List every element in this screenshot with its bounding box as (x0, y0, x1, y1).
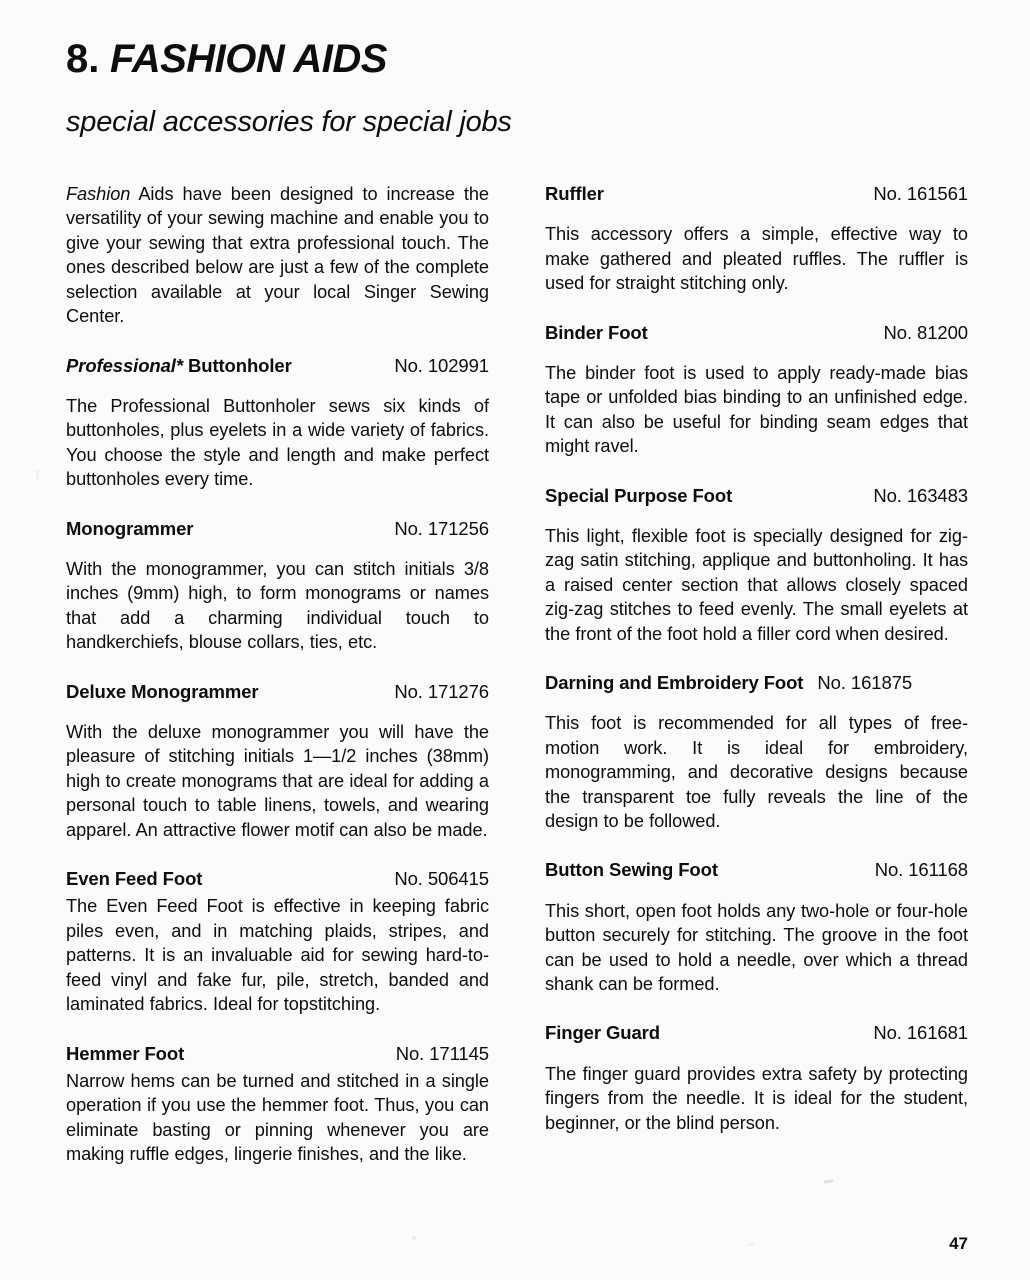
section-body: This accessory offers a simple, effective way to make gathered and pleated ruffles. The ruffler is used for straight stitching only. (545, 224, 968, 294)
section-title (66, 1042, 184, 1065)
spacer (545, 344, 968, 361)
masthead (66, 38, 966, 139)
section-title (545, 858, 718, 881)
intro-text: Aids have been designed to increase the versatility of your sewing machine and enable you to give your sewing that extra professional touch. The ones described below are just a few of the complete selection available at your local Singer Sewing Center. (66, 184, 489, 327)
section-heading (545, 1021, 968, 1044)
spacer (545, 205, 968, 222)
section-title (545, 182, 604, 205)
section-monogrammer (66, 517, 489, 655)
spacer (66, 377, 489, 394)
spacer (545, 833, 968, 858)
section-title-rest: Deluxe Monogrammer (66, 680, 259, 702)
section-body: With the monogrammer, you can stitch initials 3/8 inches (9mm) high, to form monograms or names that add a charming individual touch to handkerchiefs, blouse collars, ties, etc. (66, 558, 489, 653)
section-heading (66, 680, 489, 703)
part-number: No. 102991 (394, 354, 489, 376)
scan-artifact (412, 1236, 416, 1240)
section-title-rest: Buttonholer (182, 354, 292, 376)
section-title-rest: Monogrammer (66, 517, 194, 539)
section-ruffler (545, 182, 968, 296)
part-number: No. 81200 (883, 321, 968, 343)
spacer (545, 882, 968, 899)
section-title (66, 354, 292, 377)
spacer (66, 655, 489, 680)
spacer (545, 507, 968, 524)
section-heading (66, 1042, 489, 1065)
part-number: No. 161681 (873, 1022, 968, 1044)
spacer (66, 1017, 489, 1042)
chapter-number: 8. (66, 37, 100, 81)
section-title (545, 1021, 660, 1044)
page-number: 47 (949, 1234, 968, 1253)
spacer (545, 459, 968, 484)
section-title (66, 517, 193, 540)
part-number: No. 161168 (874, 859, 968, 881)
spacer (545, 694, 968, 711)
section-title (545, 484, 732, 507)
section-heading (66, 517, 489, 540)
section-title-rest: Ruffler (545, 183, 604, 204)
section-body: The Even Feed Foot is effective in keeping fabric piles even, and in matching plaids, stripes, and patterns. It is an invaluable aid for sewing hard-to-feed vinyl and fake fur, pile, stretch, banded and laminated fabrics. Ideal for topstitching. (66, 896, 489, 1015)
section-binder-foot (545, 321, 968, 459)
section-title (545, 671, 803, 694)
section-body: This short, open foot holds any two-hole or four-hole button securely for stitching. The groove in the foot can be used to hold a needle, over which a thread shank can be formed. (545, 900, 968, 994)
page-subtitle: special accessories for special jobs (66, 106, 512, 138)
intro-paragraph (66, 182, 489, 329)
part-number: No. 161875 (817, 672, 913, 693)
section-heading (66, 354, 489, 377)
section-button-sewing-foot (545, 858, 968, 996)
section-body: Narrow hems can be turned and stitched in a single operation if you use the hemmer foot. Thus, you can eliminate basting or pinning whenever you are making ruffle edges, lingerie finishes, and the like. (66, 1070, 489, 1165)
section-finger-guard (545, 1021, 968, 1135)
section-title (545, 321, 648, 344)
section-body: With the deluxe monogrammer you will have the pleasure of stitching initials 1—1/2 inches (38mm) high to create monograms that are ideal for adding a personal touch to table linens, towels, and wearing apparel. An attractive flower motif can also be made. (66, 721, 489, 840)
section-title (66, 867, 202, 890)
spacer (66, 492, 489, 517)
spacer (66, 540, 489, 557)
scan-artifact (824, 1179, 833, 1183)
part-number: No. 506415 (394, 868, 489, 890)
section-title-rest: Darning and Embroidery Foot (545, 672, 804, 693)
section-heading (66, 867, 489, 890)
chapter-title-text: FASHION AIDS (109, 37, 387, 81)
section-heading (545, 858, 968, 881)
section-title-rest: Special Purpose Foot (545, 484, 733, 506)
section-heading (545, 671, 968, 694)
spacer (66, 329, 489, 354)
section-darning-embroidery-foot (545, 671, 968, 833)
part-number: No. 161561 (873, 183, 968, 204)
section-body: The finger guard provides extra safety by protecting fingers from the needle. It is ideal for the student, beginner, or the blind person. (545, 1063, 968, 1133)
section-title (66, 680, 259, 703)
section-deluxe-monogrammer (66, 680, 489, 842)
section-title-rest: Even Feed Foot (66, 868, 203, 890)
section-even-feed-foot (66, 867, 489, 1016)
section-title-rest: Finger Guard (545, 1022, 660, 1044)
part-number: No. 163483 (873, 484, 968, 506)
section-body: The Professional Buttonholer sews six kinds of buttonholes, plus eyelets in a wide variety of fabrics. You choose the style and length and make perfect buttonholes every time. (66, 395, 489, 490)
scan-artifact (748, 1243, 755, 1246)
page-title (66, 38, 966, 80)
section-title-rest: Hemmer Foot (66, 1042, 185, 1064)
part-number: No. 171145 (395, 1042, 489, 1064)
section-heading (545, 484, 968, 507)
section-heading (545, 182, 968, 205)
section-professional-buttonholer (66, 354, 489, 492)
section-title-rest: Binder Foot (545, 321, 648, 343)
body-columns (66, 182, 968, 1167)
section-title-rest: Button Sewing Foot (545, 859, 718, 881)
section-body: The binder foot is used to apply ready-made bias tape or unfolded bias binding to an unfinished edge. It can also be useful for binding seam edges that might ravel. (545, 362, 968, 457)
section-title-italic: Professional* (66, 354, 183, 376)
spacer (66, 703, 489, 720)
spacer (545, 646, 968, 671)
left-column (66, 182, 489, 1167)
intro-lead-italic: Fashion (66, 184, 131, 204)
right-column (545, 182, 968, 1167)
spacer (66, 842, 489, 867)
part-number: No. 171276 (394, 680, 489, 702)
section-special-purpose-foot (545, 484, 968, 646)
spacer (545, 996, 968, 1021)
scan-artifact (36, 470, 39, 480)
section-heading (545, 321, 968, 344)
section-hemmer-foot (66, 1042, 489, 1167)
part-number: No. 171256 (394, 517, 489, 539)
section-body: This light, flexible foot is specially designed for zig-zag satin stitching, applique and buttonholing. It has a raised center section that allows closely spaced zig-zag stitches to feed evenly. The small eyelets at the front of the foot hold a filler cord when desired. (545, 525, 968, 644)
spacer (545, 296, 968, 321)
spacer (545, 1045, 968, 1062)
section-body: This foot is recommended for all types of free-motion work. It is ideal for embroidery, monogramming, and decorative designs because the transparent toe fully reveals the line of the design to be followed. (545, 713, 968, 831)
